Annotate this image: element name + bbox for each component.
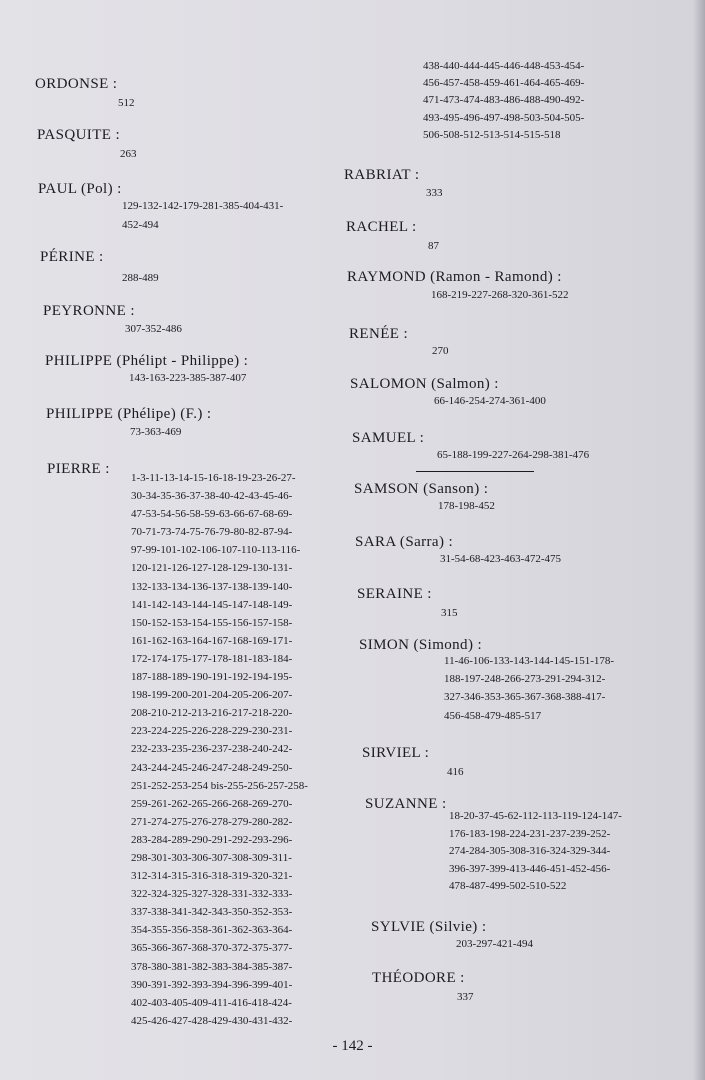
refs-line: 172-174-175-177-178-181-183-184- <box>131 652 293 665</box>
entry-name: SAMUEL : <box>352 430 425 446</box>
refs-line: 11-46-106-133-143-144-145-151-178- <box>444 655 615 667</box>
refs-line: 283-284-289-290-291-292-293-296- <box>131 833 293 846</box>
index-entry <box>47 460 110 478</box>
entry-refs: 168-219-227-268-320-361-522 <box>431 289 569 301</box>
entry-refs: 178-198-452 <box>438 500 495 512</box>
entry-name: RENÉE : <box>349 326 409 342</box>
index-entry <box>45 352 248 386</box>
index-entry <box>350 375 546 409</box>
entry-name: PÉRINE : <box>40 249 104 265</box>
index-entry <box>37 126 137 162</box>
refs-line: 425-426-427-428-429-430-431-432- <box>131 1014 293 1027</box>
index-entry <box>346 218 439 254</box>
entry-name: ORDONSE : <box>35 76 118 92</box>
refs-line: 378-380-381-382-383-384-385-387- <box>131 960 293 973</box>
entry-refs: 129-132-142-179-281-385-404-431- <box>122 200 284 212</box>
entry-name: SIMON (Simond) : <box>359 637 483 653</box>
entry-refs: 73-363-469 <box>130 426 182 438</box>
refs-line: 1-3-11-13-14-15-16-18-19-23-26-27- <box>131 472 296 484</box>
entry-name: PASQUITE : <box>37 127 121 143</box>
refs-line: 402-403-405-409-411-416-418-424- <box>131 996 292 1009</box>
entry-name: PHILIPPE (Phélipt - Philippe) : <box>45 353 249 369</box>
entry-refs: 337 <box>457 991 474 1003</box>
index-entry <box>40 248 159 286</box>
refs-line: 327-346-353-365-367-368-388-417- <box>444 691 606 704</box>
refs-line: 70-71-73-74-75-76-79-80-82-87-94- <box>131 526 293 539</box>
refs-line: 493-495-496-497-498-503-504-505- <box>423 111 585 124</box>
refs-line: 312-314-315-316-318-319-320-321- <box>131 870 293 883</box>
index-entry <box>371 918 533 952</box>
index-entry <box>43 302 182 337</box>
entry-refs: 333 <box>426 187 443 199</box>
refs-line: 208-210-212-213-216-217-218-220- <box>131 707 293 720</box>
entry-refs: 31-54-68-423-463-472-475 <box>440 553 561 565</box>
refs-line: 337-338-341-342-343-350-352-353- <box>131 906 293 919</box>
index-entry <box>357 585 458 621</box>
refs-line: 223-224-225-226-228-229-230-231- <box>131 725 293 738</box>
entry-name: PAUL (Pol) : <box>38 181 122 197</box>
page-edge-shadow <box>693 0 705 1080</box>
refs-line: 456-457-458-459-461-464-465-469- <box>423 77 585 90</box>
refs-line: 274-284-305-308-316-324-329-344- <box>449 845 611 858</box>
refs-line: 506-508-512-513-514-515-518 <box>423 128 561 141</box>
refs-line: 161-162-163-164-167-168-169-171- <box>131 634 293 647</box>
index-entry <box>352 429 589 463</box>
entry-refs: 288-489 <box>122 272 159 284</box>
entry-refs: 307-352-486 <box>125 323 182 335</box>
index-entry <box>349 325 449 359</box>
refs-line: 47-53-54-56-58-59-63-66-67-68-69- <box>131 508 293 521</box>
index-entry <box>347 268 568 303</box>
entry-refs: 203-297-421-494 <box>456 938 533 950</box>
entry-refs: 263 <box>120 148 137 160</box>
entry-refs: 512 <box>118 97 135 109</box>
refs-line: 188-197-248-266-273-291-294-312- <box>444 673 606 686</box>
index-entry <box>354 480 495 514</box>
page-number: - 142 - <box>332 1038 373 1054</box>
entry-refs: 452-494 <box>122 219 159 231</box>
continued-refs-block <box>423 58 584 144</box>
entry-refs: 270 <box>432 345 449 357</box>
index-entry <box>365 795 447 813</box>
entry-name: SIRVIEL : <box>362 745 430 761</box>
entry-refs-block <box>444 652 614 725</box>
refs-line: 150-152-153-154-155-156-157-158- <box>131 616 293 629</box>
refs-line: 198-199-200-201-204-205-206-207- <box>131 689 293 702</box>
refs-line: 18-20-37-45-62-112-113-119-124-147- <box>449 810 622 822</box>
refs-line: 187-188-189-190-191-192-194-195- <box>131 671 293 684</box>
entry-refs: 143-163-223-385-387-407 <box>129 372 247 384</box>
entry-name: SARA (Sarra) : <box>355 534 454 550</box>
entry-refs-block <box>449 808 622 896</box>
refs-line: 251-252-253-254 bis-255-256-257-258- <box>131 779 308 792</box>
refs-line: 176-183-198-224-231-237-239-252- <box>449 827 611 840</box>
divider-rule <box>416 471 534 472</box>
entry-name: THÉODORE : <box>372 970 465 986</box>
entry-name: PHILIPPE (Phélipe) (F.) : <box>46 406 212 422</box>
refs-line: 243-244-245-246-247-248-249-250- <box>131 761 293 774</box>
index-entry <box>362 744 464 780</box>
entry-name: PEYRONNE : <box>43 303 135 319</box>
index-entry <box>38 180 283 233</box>
refs-line: 141-142-143-144-145-147-148-149- <box>131 598 293 611</box>
refs-line: 322-324-325-327-328-331-332-333- <box>131 888 293 901</box>
entry-refs: 87 <box>428 240 439 252</box>
refs-line: 271-274-275-276-278-279-280-282- <box>131 815 293 828</box>
index-entry <box>35 75 135 111</box>
refs-line: 478-487-499-502-510-522 <box>449 880 567 893</box>
refs-line: 471-473-474-483-486-488-490-492- <box>423 94 585 107</box>
entry-name: RABRIAT : <box>344 167 420 183</box>
refs-line: 390-391-392-393-394-396-399-401- <box>131 978 293 991</box>
entry-name: PIERRE : <box>47 461 110 477</box>
entry-name: SYLVIE (Silvie) : <box>371 919 487 935</box>
refs-line: 438-440-444-445-446-448-453-454- <box>423 60 585 72</box>
index-entry <box>372 969 474 1005</box>
entry-name: RAYMOND (Ramon - Ramond) : <box>347 269 562 285</box>
refs-line: 456-458-479-485-517 <box>444 709 542 722</box>
refs-line: 396-397-399-413-446-451-452-456- <box>449 862 611 875</box>
refs-line: 354-355-356-358-361-362-363-364- <box>131 924 293 937</box>
entry-name: SAMSON (Sanson) : <box>354 481 489 497</box>
entry-refs: 66-146-254-274-361-400 <box>434 395 546 407</box>
refs-line: 30-34-35-36-37-38-40-42-43-45-46- <box>131 490 293 503</box>
refs-line: 132-133-134-136-137-138-139-140- <box>131 580 293 593</box>
index-entry <box>344 166 443 201</box>
refs-line: 259-261-262-265-266-268-269-270- <box>131 797 293 810</box>
refs-line: 97-99-101-102-106-107-110-113-116- <box>131 544 301 557</box>
entry-name: RACHEL : <box>346 219 417 235</box>
entry-name: SUZANNE : <box>365 796 447 812</box>
entry-refs: 315 <box>441 607 458 619</box>
entry-name: SERAINE : <box>357 586 432 602</box>
index-entry <box>46 405 211 440</box>
refs-line: 365-366-367-368-370-372-375-377- <box>131 942 293 955</box>
entry-refs-block <box>131 469 308 1030</box>
refs-line: 298-301-303-306-307-308-309-311- <box>131 851 292 864</box>
entry-refs: 416 <box>447 766 464 778</box>
refs-line: 120-121-126-127-128-129-130-131- <box>131 562 293 575</box>
refs-line: 232-233-235-236-237-238-240-242- <box>131 743 293 756</box>
entry-refs: 65-188-199-227-264-298-381-476 <box>437 449 590 461</box>
index-entry <box>355 533 561 567</box>
entry-name: SALOMON (Salmon) : <box>350 376 499 392</box>
